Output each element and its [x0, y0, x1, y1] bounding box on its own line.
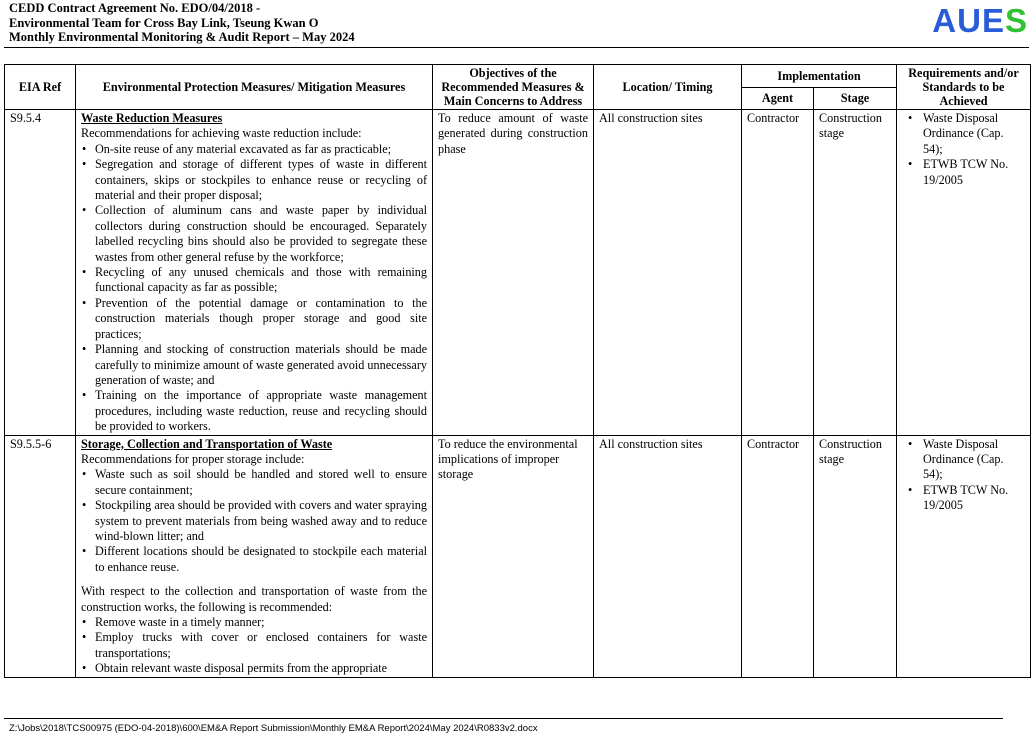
aues-logo: AUES [932, 2, 1028, 39]
objective-cell: To reduce amount of waste generated during construction phase [433, 110, 594, 436]
stage-cell: Construction stage [814, 110, 897, 436]
list-item: • On-site reuse of any material excavated as far as practicable; [95, 142, 427, 157]
header-stage: Stage [814, 87, 897, 110]
list-item: • Prevention of the potential damage or contamination to the construction materials though proper storage and good site practices; [95, 296, 427, 342]
agent-cell: Contractor [742, 435, 814, 677]
measure-title: Waste Reduction Measures [81, 111, 223, 125]
list-item: • Obtain relevant waste disposal permits from the appropriate [95, 661, 427, 676]
table-row [5, 435, 1031, 677]
measures-cell [76, 435, 433, 677]
header-eia-ref: EIA Ref [5, 65, 76, 110]
measure-title: Storage, Collection and Transportation of Waste [81, 436, 333, 451]
agent-cell: Contractor [742, 110, 814, 436]
measure-intro: Recommendations for proper storage include: [81, 451, 305, 466]
header-objectives: Objectives of the Recommended Measures & Main Concerns to Address [433, 65, 594, 110]
eia-ref-cell: S9.5.4 [5, 110, 76, 436]
list-item: • Employ trucks with cover or enclosed containers for waste transportations; [95, 630, 427, 661]
list-item: • Waste Disposal Ordinance (Cap. 54); [923, 111, 1025, 157]
location-cell: All construction sites [594, 435, 742, 677]
list-item: • Segregation and storage of different types of waste in different containers, skips or stockpiles to enhance reuse or recycling of material and their proper disposal; [95, 157, 427, 203]
header-implementation: Implementation [742, 65, 897, 88]
measure-list-2 [81, 615, 427, 677]
measures-cell [76, 110, 433, 436]
report-title: Monthly Environmental Monitoring & Audit Report – May 2024 [9, 30, 355, 44]
list-item: • Planning and stocking of construction materials should be made carefully to minimize amount of waste generated avoid unnecessary generation of waste; and [95, 342, 427, 388]
header-divider [4, 47, 1029, 48]
list-item: • Stockpiling area should be provided with covers and water spraying system to prevent materials from being washed away and to reduce wind-blown litter; and [95, 498, 427, 544]
file-path: Z:\Jobs\2018\TCS00975 (EDO-04-2018)\600\EM&A Report Submission\Monthly EM&A Report\2024\May 2024\R0833v2.docx [9, 723, 538, 734]
mitigation-measures-table [4, 64, 1031, 678]
list-item: • Waste Disposal Ordinance (Cap. 54); [923, 437, 1025, 483]
contract-line: CEDD Contract Agreement No. EDO/04/2018 - [9, 1, 261, 15]
list-item: • ETWB TCW No. 19/2005 [923, 483, 1025, 514]
header-measures: Environmental Protection Measures/ Mitigation Measures [76, 65, 433, 110]
measure-list [81, 142, 427, 435]
document-header [9, 1, 609, 45]
list-item: • Training on the importance of appropriate waste management procedures, including waste reduction, reuse and recycling should be provided to workers. [95, 388, 427, 434]
header-agent: Agent [742, 87, 814, 110]
location-cell: All construction sites [594, 110, 742, 436]
requirements-cell [897, 110, 1031, 436]
objective-cell: To reduce the environmental implications of improper storage [433, 435, 594, 677]
list-item: • Waste such as soil should be handled and stored well to ensure secure containment; [95, 467, 427, 498]
stage-cell: Construction stage [814, 435, 897, 677]
measure-intro-2: With respect to the collection and transportation of waste from the construction works, the following is recommended: [81, 584, 427, 614]
list-item: • Recycling of any unused chemicals and those with remaining functional capacity as far as possible; [95, 265, 427, 296]
requirements-cell [897, 435, 1031, 677]
header-location: Location/ Timing [594, 65, 742, 110]
eia-ref-cell: S9.5.5-6 [5, 435, 76, 677]
measure-intro: Recommendations for achieving waste reduction include: [81, 126, 362, 141]
requirements-list [902, 111, 1025, 188]
list-item: • ETWB TCW No. 19/2005 [923, 157, 1025, 188]
header-requirements: Requirements and/or Standards to be Achieved [897, 65, 1031, 110]
team-line: Environmental Team for Cross Bay Link, Tseung Kwan O [9, 15, 319, 30]
list-item: • Remove waste in a timely manner; [95, 615, 427, 630]
list-item: • Collection of aluminum cans and waste paper by individual collectors during construction should be encouraged. Separately labelled recycling bins should also be provided to segregate these wastes from other general refuse by the workforce; [95, 203, 427, 265]
list-item: • Different locations should be designated to stockpile each material to enhance reuse. [95, 544, 427, 575]
table-row [5, 110, 1031, 436]
footer-divider [4, 718, 1003, 719]
requirements-list [902, 437, 1025, 514]
measure-list [81, 467, 427, 575]
